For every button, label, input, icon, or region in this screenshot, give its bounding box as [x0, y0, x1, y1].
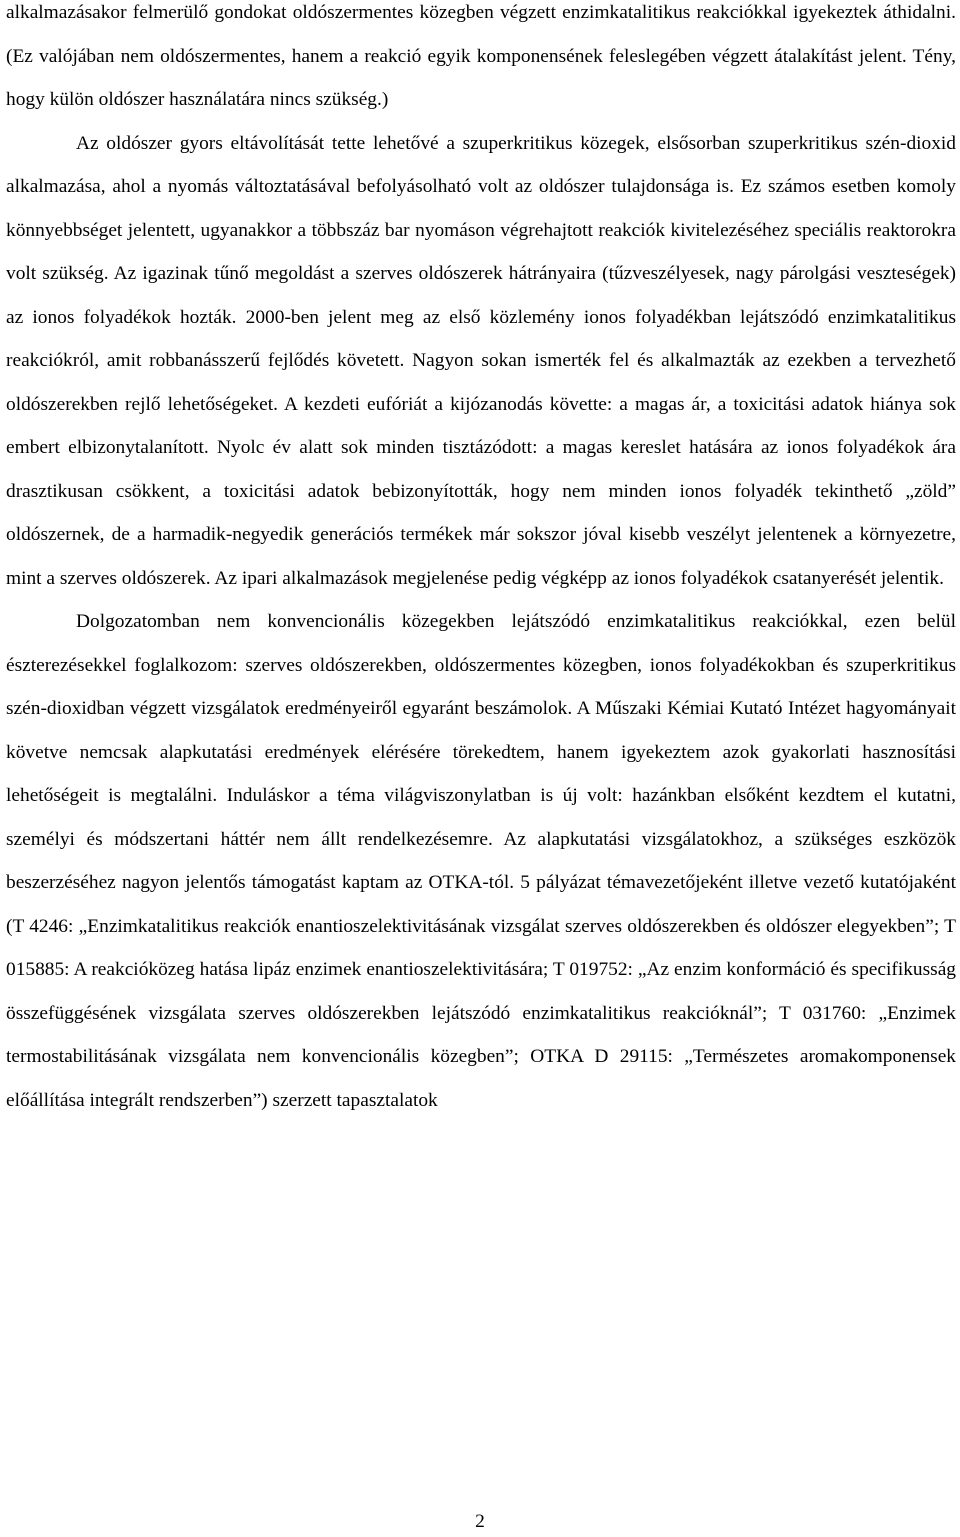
paragraph-dissertation-scope: Dolgozatomban nem konvencionális közegekben lejátszódó enzimkatalitikus reakciókkal, ezen belül észterezésekkel foglalkozom: szerves oldószerekben, oldószermentes közegben, ionos folyadékokban és szuperkritikus szén-dioxidban végzett vizsgálatok eredményeiről egyaránt beszámolok. A Műszaki Kémiai Kutató Intézet hagyományait követve nemcsak alapkutatási eredmények elérésére törekedtem, hanem igyekeztem azok gyakorlati hasznosítási lehetőségeit is megtalálni. Induláskor a téma világviszonylatban is új volt: hazánkban elsőként kezdtem el kutatni, személyi és módszertani háttér nem állt rendelkezésemre. Az alapkutatási vizsgálatokhoz, a szükséges eszközök beszerzéséhez nagyon jelentős támogatást kaptam az OTKA-tól. 5 pályázat témavezetőjeként illetve vezető kutatójaként (T 4246: „Enzimkatalitikus reakciók enantioszelektivitásának vizsgálat szerves oldószerekben és oldószer elegyekben”; T 015885: A reakcióközeg hatása lipáz enzimek enantioszelektivitására; T 019752: „Az enzim konformáció és specifikusság összefüggésének vizsgálata szerves oldószerekben lejátszódó enzimkatalitikus reakcióknál”; T 031760: „Enzimek termostabilitásának vizsgálata nem konvencionális közegben”; OTKA D 29115: „Természetes aromakomponensek előállítása integrált rendszerben”) szerzett tapasztalatok	[6, 611, 956, 1111]
paragraph-continuation: alkalmazásakor felmerülő gondokat oldószermentes közegben végzett enzimkatalitikus reakciókkal igyekeztek áthidalni. (Ez valójában nem oldószermentes, hanem a reakció egyik komponensének feleslegében végzett átalakítást jelent. Tény, hogy külön oldószer használatára nincs szükség.)	[6, 2, 956, 110]
paragraph-supercritical-ionic-liquids: Az oldószer gyors eltávolítását tette lehetővé a szuperkritikus közegek, elsősorban szuperkritikus szén-dioxid alkalmazása, ahol a nyomás változtatásával befolyásolható volt az oldószer tulajdonsága is. Ez számos esetben komoly könnyebbséget jelentett, ugyanakkor a többszáz bar nyomáson végrehajtott reakciók kivitelezéséhez speciális reaktorokra volt szükség. Az igazinak tűnő megoldást a szerves oldószerek hátrányaira (tűzveszélyesek, nagy párolgási veszteségek) az ionos folyadékok hozták. 2000-ben jelent meg az első közlemény ionos folyadékban lejátszódó enzimkatalitikus reakciókról, amit robbanásszerű fejlődés követett. Nagyon sokan ismerték fel és alkalmazták az ezekben a tervezhető oldószerekben rejlő lehetőségeket. A kezdeti eufóriát a kijózanodás követte: a magas ár, a toxicitási adatok hiánya sok embert elbizonytalanított. Nyolc év alatt sok minden tisztázódott: a magas kereslet hatására az ionos folyadékok ára drasztikusan csökkent, a toxicitási adatok bebizonyították, hogy nem minden ionos folyadék tekinthető „zöld” oldószernek, de a harmadik-negyedik generációs termékek már sokszor jóval kisebb veszélyt jelentenek a környezetre, mint a szerves oldószerek. Az ipari alkalmazások megjelenése pedig végképp az ionos folyadékok csatanyerését jelentik.	[6, 132, 956, 589]
page-number: 2	[475, 1511, 485, 1532]
body-text	[6, 0, 956, 1122]
